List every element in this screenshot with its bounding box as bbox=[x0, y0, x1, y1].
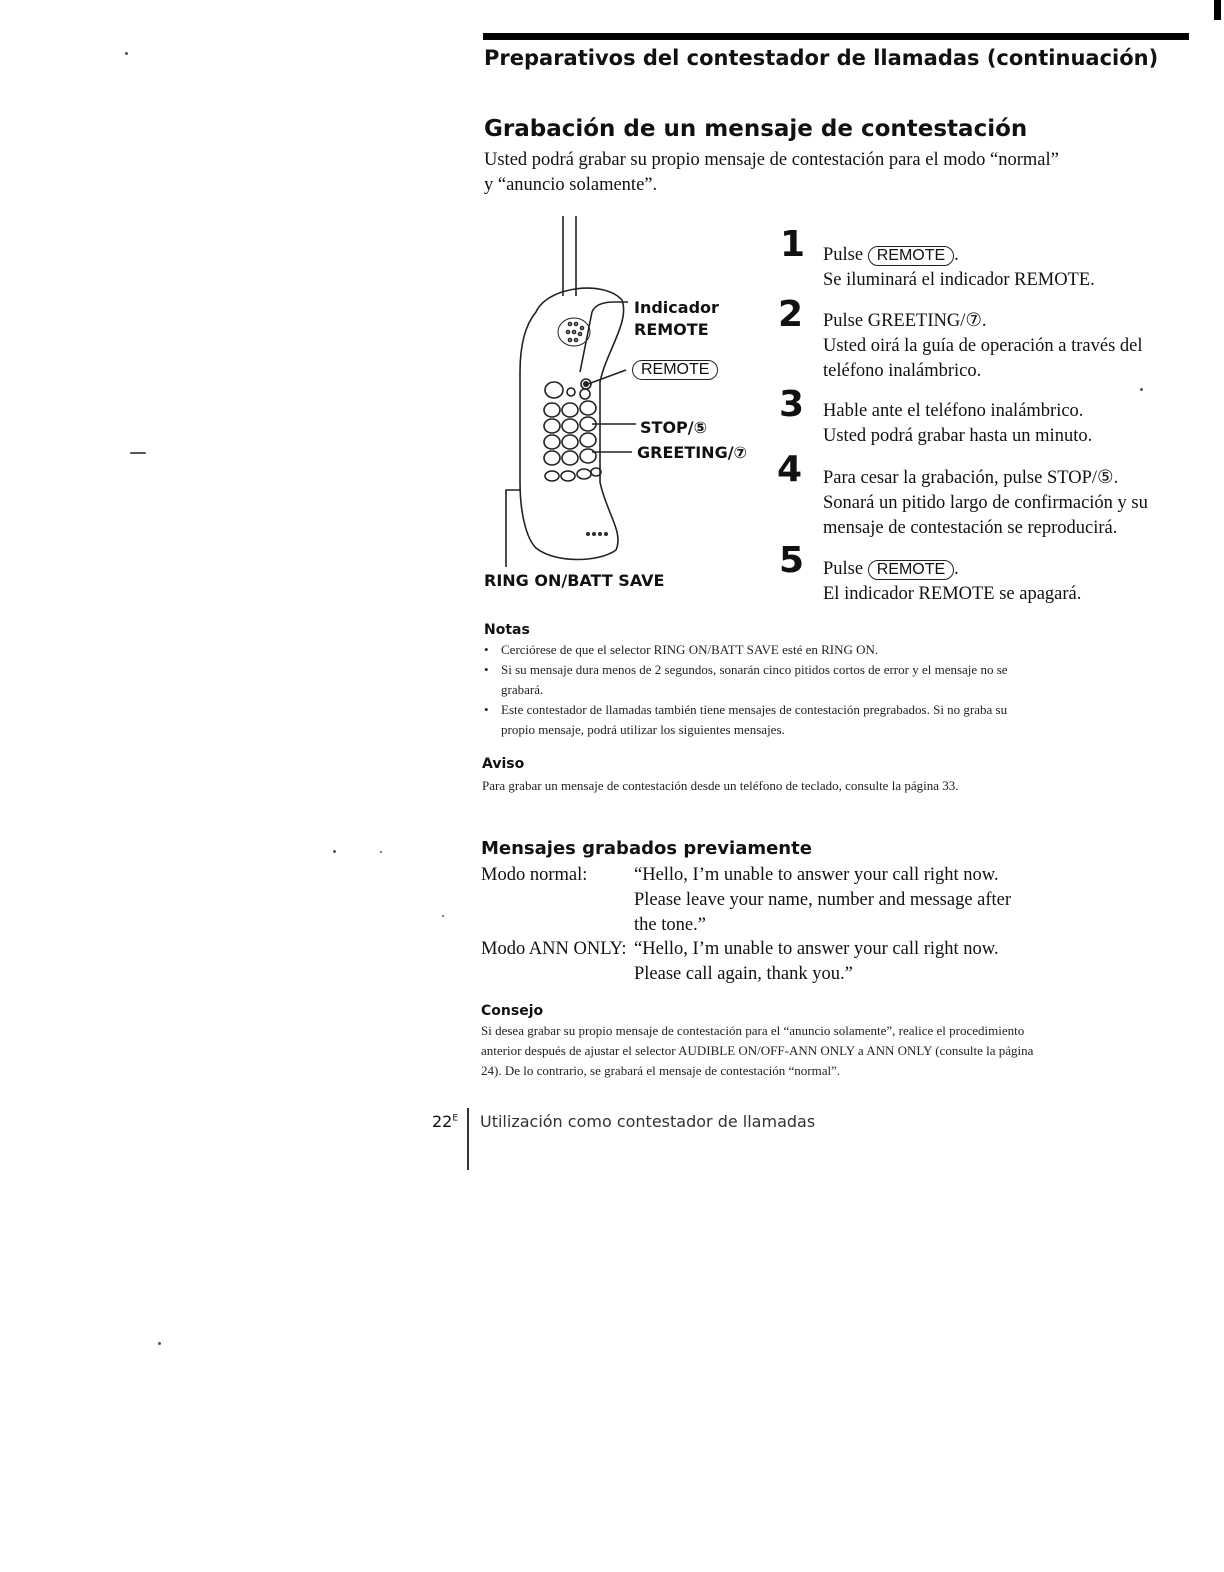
step-number: 4 bbox=[777, 449, 803, 490]
footer-section-title: Utilización como contestador de llamadas bbox=[480, 1112, 816, 1131]
note-item: • Este contestador de llamadas también tiene mensajes de contestación pregrabados. Si no graba su propio mensaje, podrá utilizar los siguientes mensajes. bbox=[484, 700, 1044, 740]
scan-speck bbox=[1140, 388, 1143, 391]
step-number: 5 bbox=[779, 540, 805, 581]
step-item bbox=[823, 466, 1173, 541]
page-title: Grabación de un mensaje de contestación bbox=[484, 116, 1028, 142]
step-body: Usted oirá la guía de operación a través del teléfono inalámbrico. bbox=[823, 336, 1143, 381]
step-body: Sonará un pitido largo de confirmación y su mensaje de contestación se reproducirá. bbox=[823, 493, 1148, 538]
page-number-suffix: E bbox=[452, 1113, 459, 1124]
cordless-phone-illustration bbox=[496, 212, 766, 612]
section-header: Preparativos del contestador de llamadas (continuación) bbox=[484, 46, 1159, 70]
scan-speck bbox=[130, 452, 146, 454]
greeting-label: GREETING/⑦ bbox=[637, 443, 748, 462]
phone-figure bbox=[484, 212, 766, 612]
message-text: “Hello, I’m unable to answer your call right now. Please leave your name, number and message after the tone.” bbox=[634, 865, 1012, 935]
message-mode-label: Modo normal: bbox=[481, 865, 588, 885]
notas-list bbox=[484, 640, 1044, 740]
footer-rule bbox=[467, 1108, 469, 1170]
step-suffix: . bbox=[954, 245, 959, 265]
step-body: El indicador REMOTE se apagará. bbox=[823, 584, 1082, 604]
top-rule bbox=[483, 33, 1189, 40]
step-number: 2 bbox=[778, 294, 804, 335]
remote-key: REMOTE bbox=[632, 360, 718, 380]
step-body: Usted podrá grabar hasta un minuto. bbox=[823, 426, 1093, 446]
step-item bbox=[823, 309, 1183, 384]
step-action: Para cesar la grabación, pulse STOP/⑤. bbox=[823, 468, 1119, 488]
page-number-value: 22 bbox=[432, 1112, 453, 1131]
aviso-text: Para grabar un mensaje de contestación desde un teléfono de teclado, consulte la página 33. bbox=[482, 778, 959, 793]
remote-indicator-label: REMOTE bbox=[634, 320, 709, 339]
message-mode-label: Modo ANN ONLY: bbox=[481, 939, 627, 959]
note-item: • Si su mensaje dura menos de 2 segundos, sonarán cinco pitidos cortos de error y el mensaje no se grabará. bbox=[484, 660, 1044, 700]
scan-speck bbox=[158, 1342, 161, 1345]
ring-batt-save-label: RING ON/BATT SAVE bbox=[484, 571, 665, 590]
aviso-heading: Aviso bbox=[482, 756, 525, 772]
step-number: 1 bbox=[780, 224, 806, 265]
message-text: “Hello, I’m unable to answer your call right now. Please call again, thank you.” bbox=[634, 939, 999, 984]
scan-speck bbox=[380, 851, 382, 853]
step-item bbox=[823, 557, 1183, 607]
remote-key-callout bbox=[632, 360, 718, 380]
note-item: • Cerciórese de que el selector RING ON/BATT SAVE esté en RING ON. bbox=[484, 640, 1044, 660]
edge-mark bbox=[1214, 0, 1221, 20]
consejo-text: Si desea grabar su propio mensaje de contestación para el “anuncio solamente”, realice el procedimiento anterior después de ajustar el selector AUDIBLE ON/OFF-ANN ONLY a ANN ONLY (consulte la página 24). De lo contrario, se grabará el mensaje de contestación “normal”. bbox=[481, 1023, 1034, 1078]
step-suffix: . bbox=[954, 559, 959, 579]
intro-text: Usted podrá grabar su propio mensaje de contestación para el modo “normal” y “anuncio solamente”. bbox=[484, 150, 1059, 195]
step-prefix: Pulse bbox=[823, 245, 864, 265]
step-number: 3 bbox=[779, 384, 805, 425]
remote-key: REMOTE bbox=[868, 246, 954, 266]
remote-key: REMOTE bbox=[868, 560, 954, 580]
step-action: Hable ante el teléfono inalámbrico. bbox=[823, 401, 1084, 421]
mensajes-heading: Mensajes grabados previamente bbox=[481, 838, 812, 859]
indicator-label: Indicador bbox=[634, 298, 719, 317]
scan-speck bbox=[125, 52, 128, 55]
step-body: Se iluminará el indicador REMOTE. bbox=[823, 270, 1095, 290]
scan-speck bbox=[333, 850, 336, 853]
consejo-heading: Consejo bbox=[481, 1003, 544, 1019]
step-action: Pulse GREETING/⑦. bbox=[823, 311, 987, 331]
page-number bbox=[432, 1112, 458, 1131]
scan-speck bbox=[442, 915, 444, 917]
notas-heading: Notas bbox=[484, 622, 530, 638]
step-item bbox=[823, 243, 1183, 293]
stop-label: STOP/⑤ bbox=[640, 418, 708, 437]
step-item bbox=[823, 399, 1183, 449]
step-prefix: Pulse bbox=[823, 559, 864, 579]
